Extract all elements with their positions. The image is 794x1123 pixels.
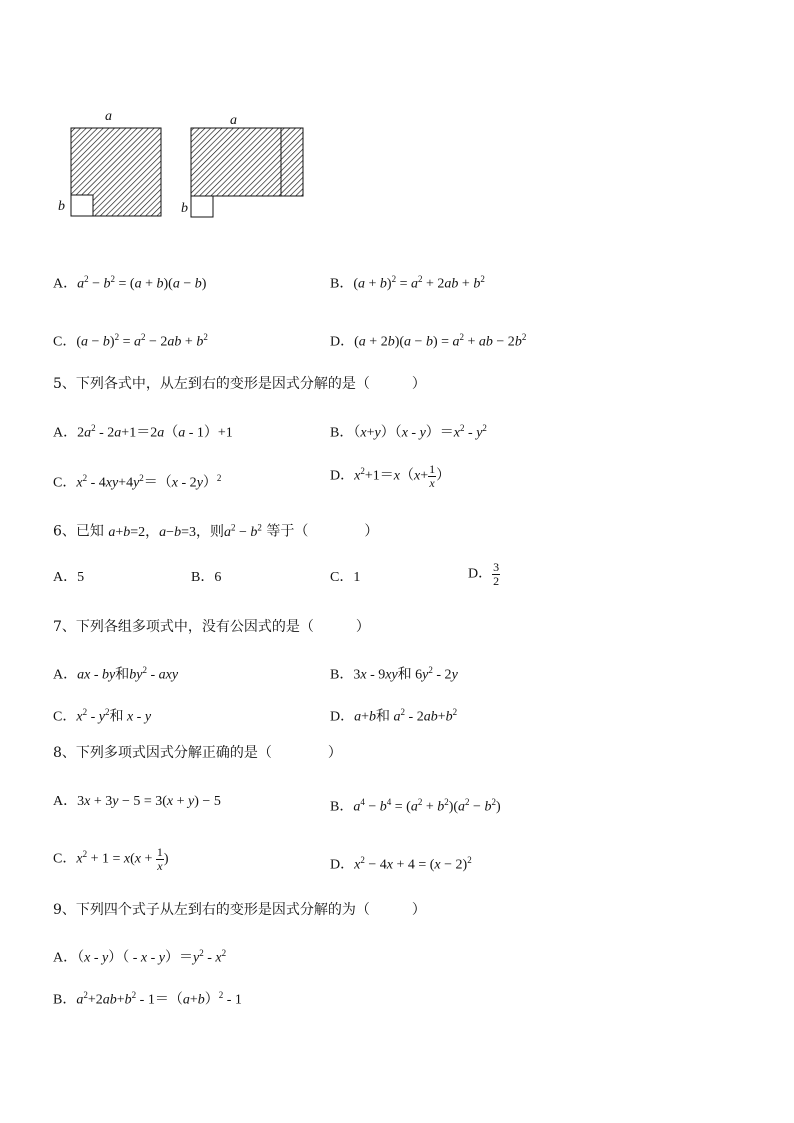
q8-option-b[interactable]: B．$a^4 - b^4 = (a^2 + b^2)(a^2 - b^2)$ (330, 797, 501, 815)
q9-stem: 9、下列四个式子从左到右的变形是因式分解的为（ ） (53, 902, 426, 918)
q6-option-c[interactable]: C．1 (330, 570, 361, 585)
figure-label-b-right: b (181, 201, 188, 216)
q8-option-c[interactable]: C．$x^2 + 1 = x(x$ + $\frac{1}{x}$ ) (53, 844, 169, 873)
figure-label-a-right: a (230, 113, 237, 128)
q5-option-b[interactable]: B．$(x+y)(x - y)=x^2 - y^2$ (330, 423, 487, 441)
q8-stem: 8、下列多项式因式分解正确的是（ ） (53, 745, 342, 761)
q4-option-c[interactable]: C．$(a - b)^2 = a^2 - 2ab + b^2$ (53, 332, 208, 350)
q7-option-d[interactable]: D．a+b和 $a^2 - 2ab+b^2$ (330, 707, 458, 725)
q7-option-b[interactable]: B．3x - 9xy和 $6y^2 - 2y$ (330, 665, 458, 683)
q6-option-d[interactable]: D． $\frac{3}{2}$ (468, 560, 500, 588)
q4-option-d[interactable]: D．$(a + 2b)(a - b) = a^2$ + ab − $2b^2$ (330, 332, 527, 350)
q8-option-d[interactable]: D．$x^2 - 4x + 4 = (x - 2)^2$ (330, 855, 472, 873)
q5-stem: 5、下列各式中，从左到右的变形是因式分解的是（ ） (53, 376, 426, 392)
figure-label-b-left: b (58, 199, 65, 214)
q7-option-c[interactable]: C．$x^2 - y^2$和 x - y (53, 707, 152, 725)
q7-stem: 7、下列各组多项式中，没有公因式的是（ ） (53, 619, 370, 635)
q8-option-a[interactable]: A．3x + 3y − 5 = 3(x + y) − 5 (53, 794, 221, 809)
q5-option-a[interactable]: A．$2a^2 - 2a+1=2a(a - 1)+1$ (53, 423, 233, 441)
q9-option-b[interactable]: B．$a^2+2ab+b^2 - 1=(a+b)^2 - 1$ (53, 990, 242, 1008)
q4-option-b[interactable]: B．$(a + b)^2 = a^2 + 2ab + b^2$ (330, 274, 485, 292)
q6-option-a[interactable]: A．5 (53, 570, 85, 585)
q4-option-a[interactable]: A．$a^2 - b^2 = (a + b)(a - b)$ (53, 274, 207, 292)
figure-label-a-left: a (105, 109, 112, 124)
q9-option-a[interactable]: A．$(x - y)( - x - y)=y^2 - x^2$ (53, 948, 227, 966)
q5-option-d[interactable]: D．$x^2+1=x(x+$ $\frac{1}{x}$ ） (330, 461, 451, 490)
left-small-square (71, 195, 93, 216)
right-small-square (191, 196, 213, 217)
q5-option-c[interactable]: C．$x^2 - 4xy+4y^2=(x - 2y)^2$ (53, 473, 222, 491)
right-big-rect (191, 128, 303, 196)
q6-option-b[interactable]: B．6 (191, 570, 222, 585)
q7-option-a[interactable]: A．ax - by和$by^2$ - axy (53, 665, 179, 683)
q6-stem: 6、已知 a+b=2，a−b=3，则$a^2 - b^2$ 等于（ ） (53, 522, 379, 540)
